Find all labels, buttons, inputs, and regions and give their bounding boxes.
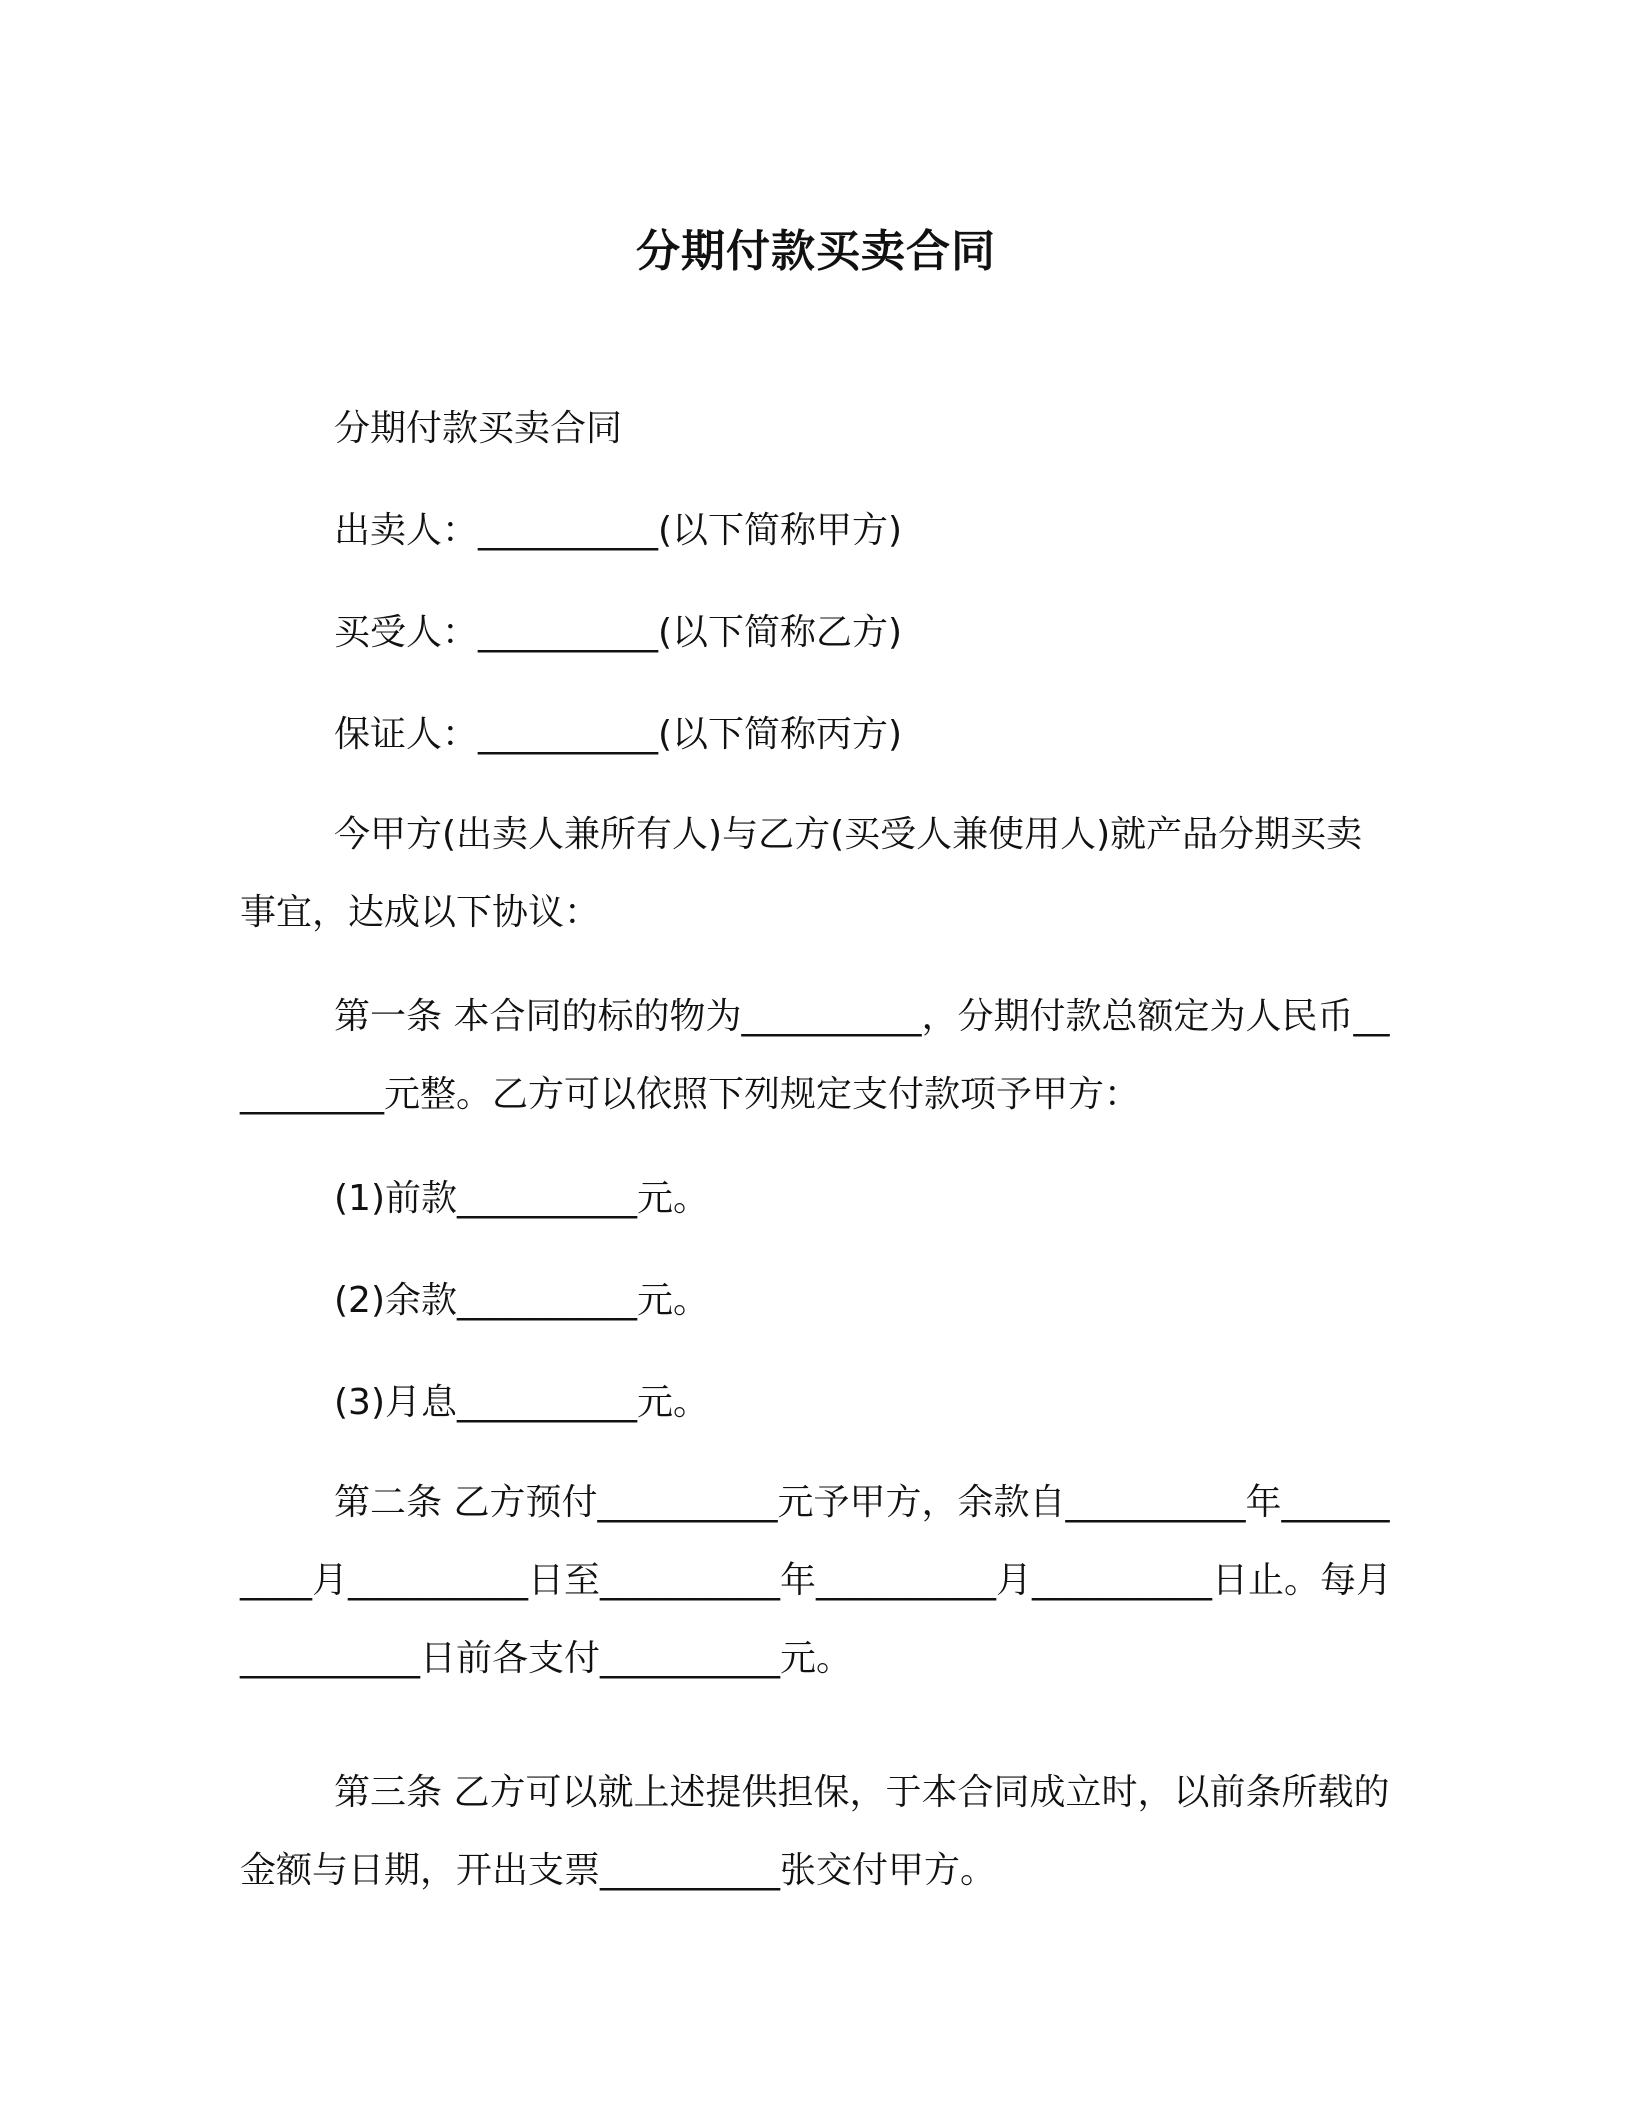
document-title: 分期付款买卖合同 — [636, 226, 996, 277]
article-three: 第三条 乙方可以就上述提供担保，于本合同成立时，以前条所载的金额与日期，开出支票__________张交付甲方。 — [240, 1772, 1390, 1891]
contract-heading: 分期付款买卖合同 — [334, 408, 623, 449]
item-down-payment: (1)前款__________元。 — [334, 1178, 709, 1219]
agreement-intro: 今甲方(出卖人兼所有人)与乙方(买受人兼使用人)就产品分期买卖事宜，达成以下协议： — [240, 814, 1363, 933]
seller-line: 出卖人：__________(以下简称甲方) — [334, 510, 903, 551]
article-one: 第一条 本合同的标的物为__________，分期付款总额定为人民币__________元整。乙方可以依照下列规定支付款项予甲方： — [240, 996, 1390, 1115]
buyer-line: 买受人：__________(以下简称乙方) — [334, 612, 903, 653]
item-balance: (2)余款__________元。 — [334, 1280, 709, 1321]
article-two: 第二条 乙方预付__________元予甲方，余款自__________年__________月__________日至__________年__________月__________日止。每月__________日前各支付__________元。 — [240, 1482, 1393, 1679]
item-monthly-interest: (3)月息__________元。 — [334, 1382, 709, 1423]
guarantor-line: 保证人：__________(以下简称丙方) — [334, 714, 903, 755]
